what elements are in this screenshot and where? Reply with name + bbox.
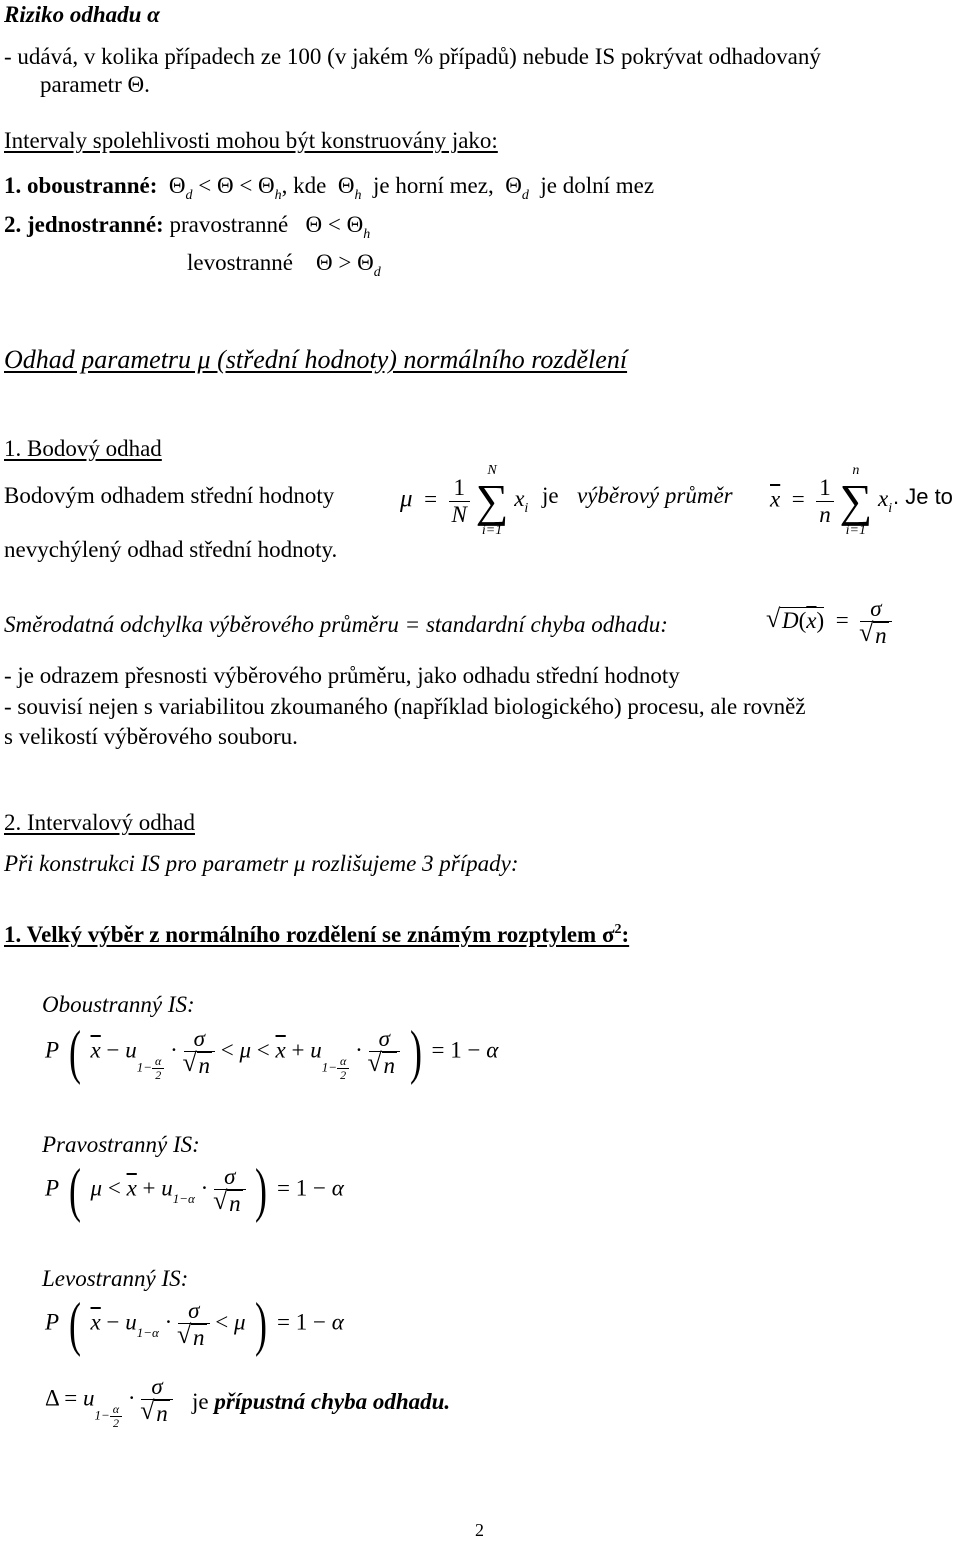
mean-formula: $\overline{x}$ = $\frac{1}{n}$ n ∑ i=1 $x_i$ <box>770 463 893 538</box>
interval-text: Při konstrukci IS pro parametr μ rozlišujeme 3 případy: <box>4 851 519 876</box>
sd-bullet2: - souvisí nejen s variabilitou zkoumaného (například biologického) procesu, ale rovněž <box>4 694 806 719</box>
point-estimate-title: 1. Bodový odhad <box>4 436 162 461</box>
sd-title: Směrodatná odchylka výběrového průměru = standardní chyba odhadu: <box>4 612 668 637</box>
two-sided-is-formula: P ( $\overline{x} - u1-$ $\frac{\alpha}{2}$ · σ √ n < $\mu < \overline{x} + u1-$ $\frac{\alpha}{2}$ · σ √ n ) = 1 − α <box>45 1022 498 1082</box>
mu-formula: μ = $\frac{1}{N}$ N ∑ i=1 $x_i$ <box>400 463 529 538</box>
left-label: levostranné <box>187 250 294 275</box>
two-sided-line: 1. oboustranné: $\Theta_d < \Theta < \Theta_h$, kde $\Theta_h$ je horní mez, $\Theta_d$ je dolní mez <box>4 173 655 203</box>
interval-title: 2. Intervalový odhad <box>4 810 195 835</box>
one-sided-label: 2. jednostranné: <box>4 212 164 237</box>
heading-risk: Riziko odhadu α <box>4 2 160 27</box>
sd-formula: √ $D(\overline{x})$ = σ √ n <box>770 596 892 649</box>
two-sided-text3: je dolní mez <box>540 173 655 198</box>
page-number: 2 <box>475 1520 484 1540</box>
left-sided-title: Levostranný IS: <box>42 1266 189 1291</box>
point-text3: výběrový průměr <box>577 483 733 508</box>
delta-text: je přípustná chyba odhadu. <box>192 1389 451 1414</box>
point-text4: . Je to <box>893 484 953 509</box>
sd-bullet2-cont: s velikostí výběrového souboru. <box>4 724 298 749</box>
point-text1: Bodovým odhadem střední hodnoty <box>4 483 335 508</box>
point-text2: je <box>542 483 559 508</box>
one-sided-line: 2. jednostranné: pravostranné $\Theta < \Theta_h$ <box>4 212 371 242</box>
two-sided-label: 1. oboustranné: <box>4 173 158 198</box>
left-sided-line: levostranné $\Theta > \Theta_d$ <box>187 250 381 280</box>
sd-bullet1: - je odrazem přesnosti výběrového průměru, jako odhadu střední hodnoty <box>4 663 680 688</box>
two-sided-text2: je horní mez, <box>373 173 494 198</box>
risk-bullet: - udává, v kolika případech ze 100 (v jakém % případů) nebude IS pokrývat odhadovaný <box>4 44 821 69</box>
case1-title: 1. Velký výběr z normálního rozdělení se známým rozptylem $\sigma^2$: <box>4 922 630 947</box>
delta-bold: přípustná chyba odhadu. <box>214 1389 451 1414</box>
risk-bullet-cont: parametr Θ. <box>40 72 150 97</box>
right-sided-is-formula: P ( $\mu < \overline{x} + u_{1-\alpha}$ · σ √ n ) = 1 − α <box>45 1160 344 1220</box>
point-text5: nevychýlený odhad střední hodnoty. <box>4 537 338 562</box>
two-sided-title: Oboustranný IS: <box>42 992 195 1017</box>
right-label: pravostranné <box>169 212 289 237</box>
two-sided-formula: $\Theta_d < \Theta < \Theta_h$ <box>163 173 282 203</box>
heading-estimate: Odhad parametru μ (střední hodnoty) normálního rozdělení <box>4 345 628 374</box>
intervals-title: Intervaly spolehlivosti mohou být konstruovány jako: <box>4 128 498 153</box>
delta-formula: Δ = u1− $\frac{\alpha}{2}$ · σ √ n <box>45 1374 173 1430</box>
left-sided-is-formula: P ( $\overline{x} - u_{1-\alpha}$ · σ √ n < μ ) = 1 − α <box>45 1294 344 1354</box>
two-sided-text1: , kde <box>281 173 327 198</box>
right-sided-title: Pravostranný IS: <box>42 1132 200 1157</box>
